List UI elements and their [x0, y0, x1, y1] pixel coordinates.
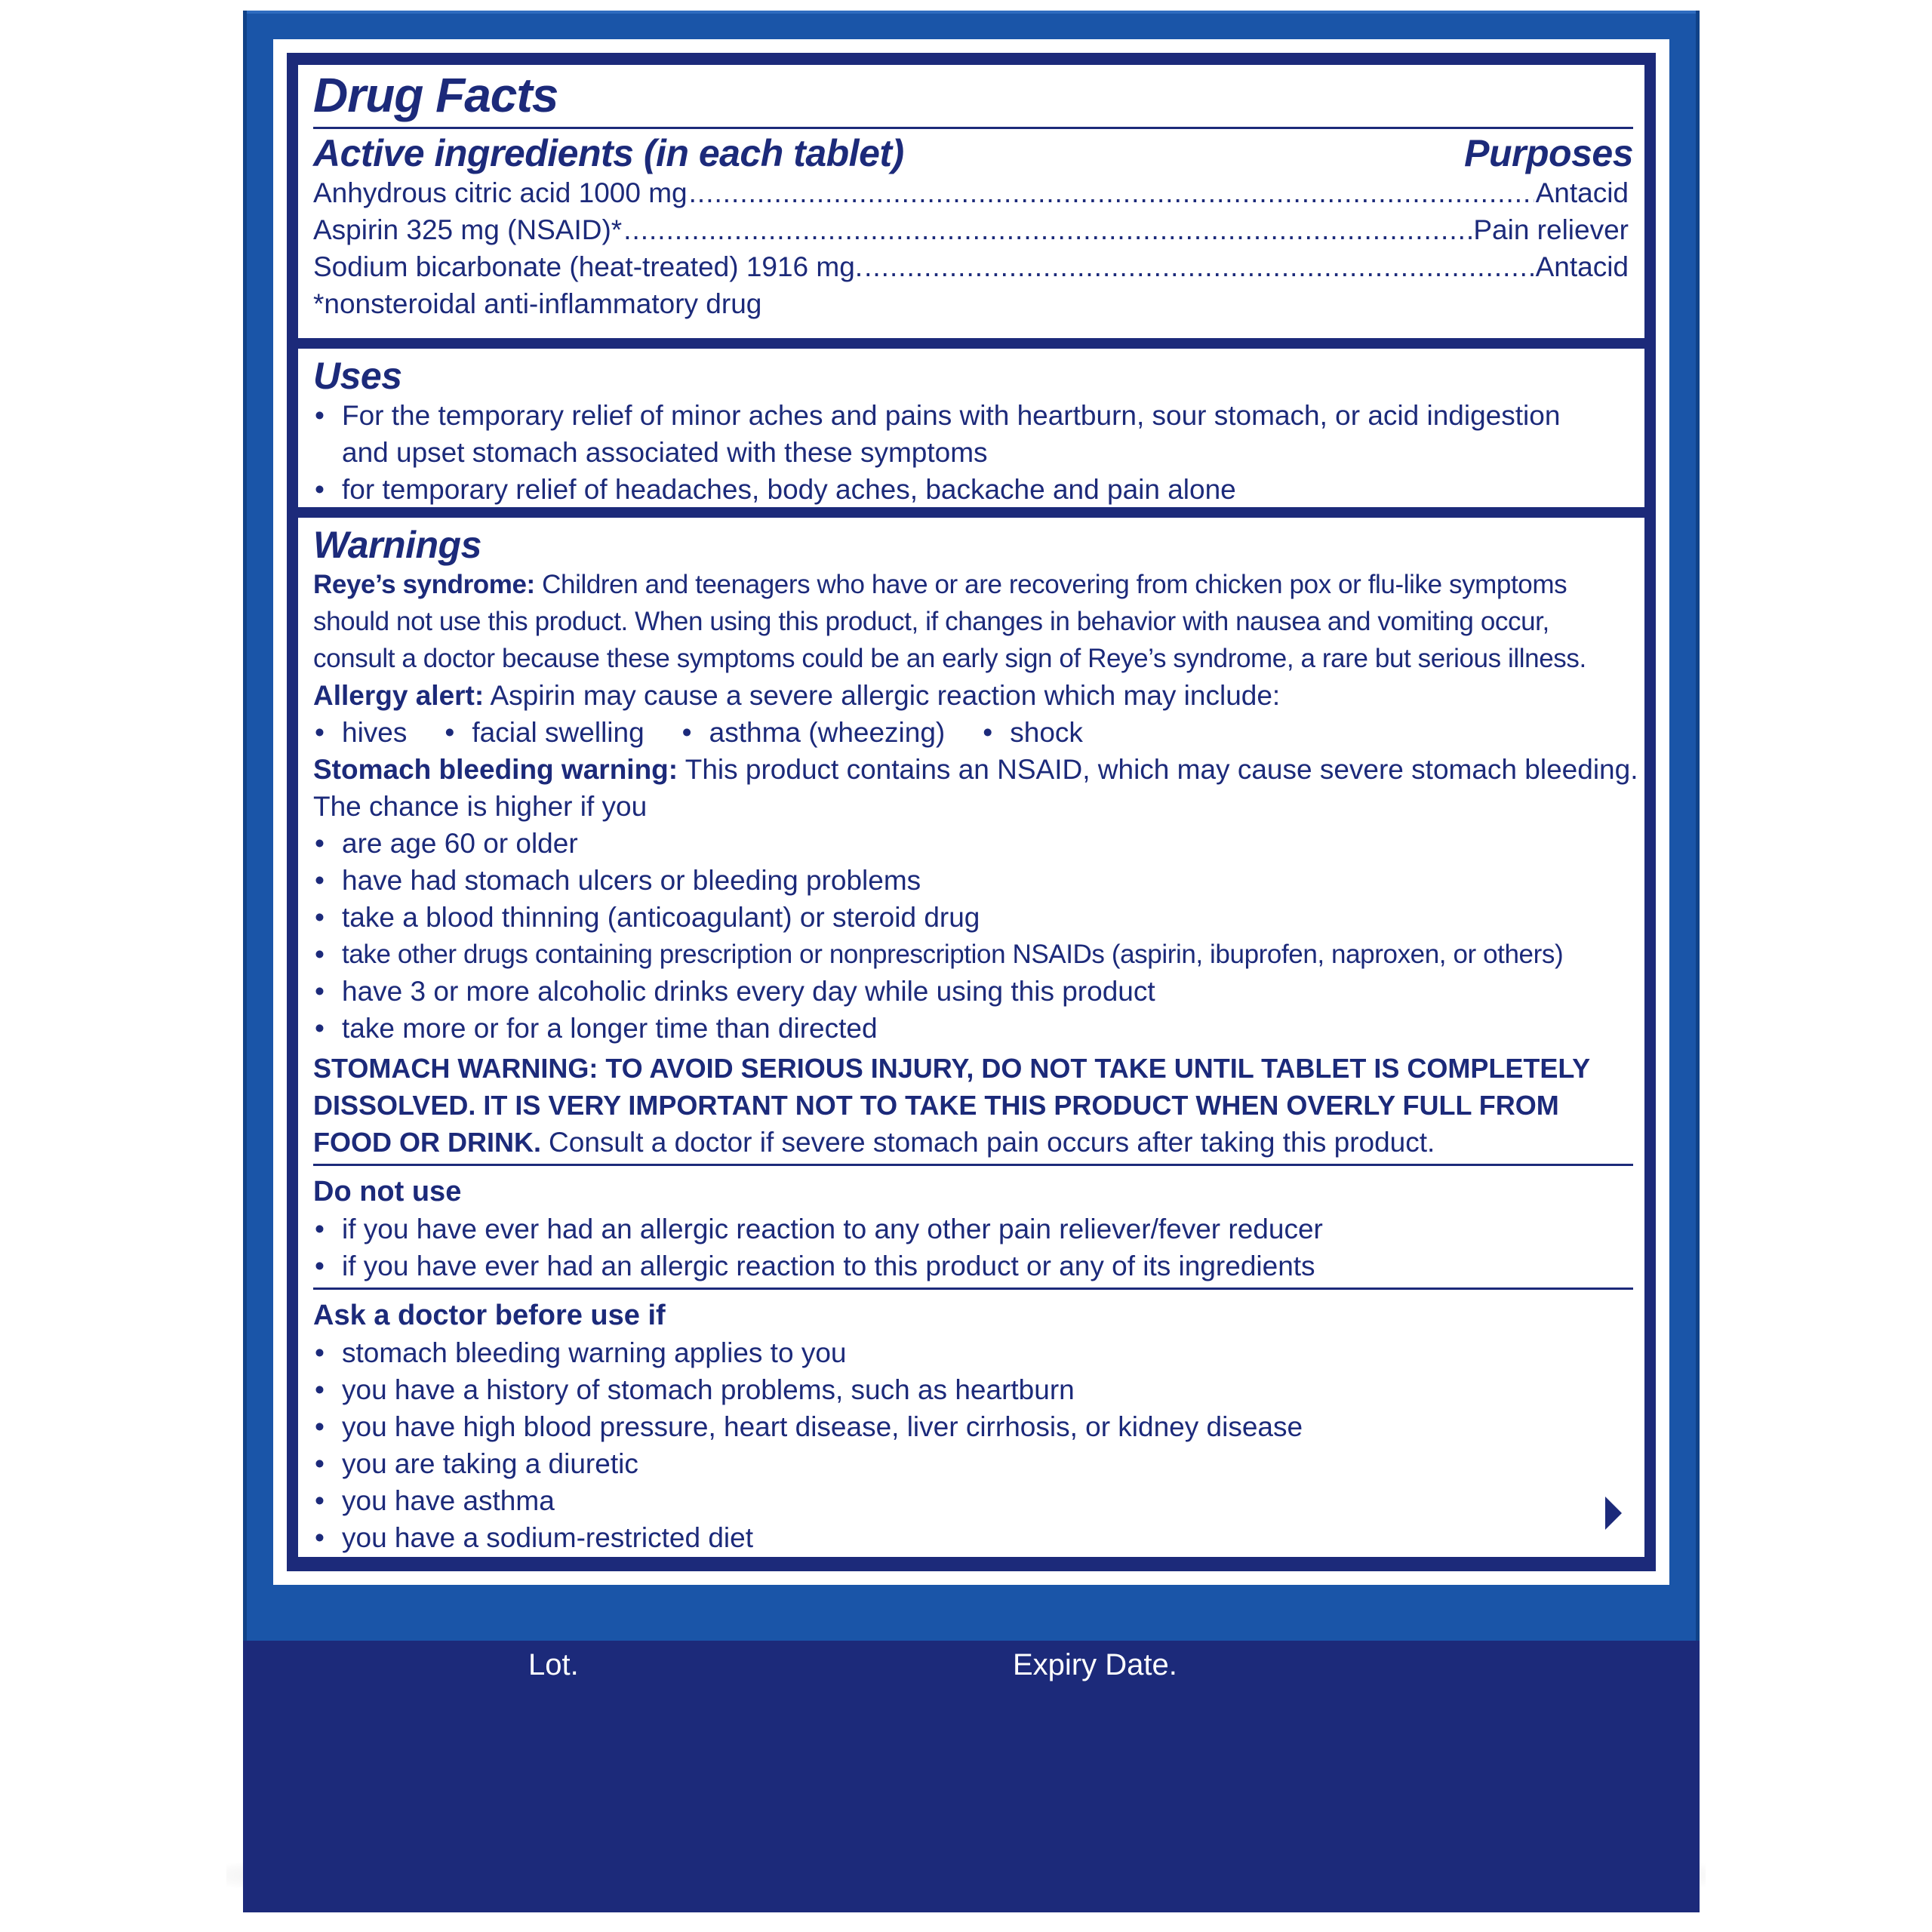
lot-label: Lot. [528, 1648, 579, 1681]
nsaid-footnote: *nonsteroidal anti-inflammatory drug [313, 288, 762, 319]
chance-item: • take other drugs containing prescription or nonprescription NSAIDs (aspirin, ibuprofen, naproxen, or others) [313, 936, 1633, 973]
ask-doctor-item: • you have high blood pressure, heart disease, liver cirrhosis, or kidney disease [313, 1408, 1633, 1445]
dot-leader [864, 248, 1534, 285]
drug-facts-title: Drug Facts [313, 68, 558, 122]
active-ingredients-heading: Active ingredients (in each tablet) [313, 132, 904, 174]
do-not-use-rule [313, 1164, 1633, 1166]
uses-item: • For the temporary relief of minor aches and pains with heartburn, sour stomach, or acid indigestion and upset stomach associated with these symptoms [313, 397, 1633, 471]
allergy-text: Aspirin may cause a severe allergic reaction which may include: [490, 680, 1281, 711]
ask-doctor-item: • you have a sodium-restricted diet [313, 1519, 1633, 1556]
allergy-alert [313, 677, 1633, 714]
active-ingredients-section [298, 65, 1644, 338]
ingredient-name: Aspirin 325 mg (NSAID)* [313, 214, 623, 245]
allergy-item: • facial swelling [443, 714, 644, 751]
uses-heading: Uses [313, 355, 402, 397]
dot-leader [623, 211, 1472, 248]
continue-arrow-icon [1605, 1497, 1622, 1530]
caps-warning-text: STOMACH WARNING: TO AVOID SERIOUS INJURY, DO NOT TAKE UNTIL TABLET IS COMPLETELY DISSOLVED. IT IS VERY IMPORTANT NOT TO TAKE THIS PRODUCT WHEN OVERLY FULL FROM FOOD OR DRINK. [313, 1053, 1590, 1158]
ask-doctor-item: • you are taking a diuretic [313, 1445, 1633, 1482]
warnings-section [298, 518, 1644, 1557]
caps-warning-followup: Consult a doctor if severe stomach pain occurs after taking this product. [549, 1127, 1435, 1158]
ask-doctor-item: • stomach bleeding warning applies to you [313, 1334, 1633, 1371]
reyes-label: Reye’s syndrome: [313, 570, 535, 599]
package-top-edge [243, 11, 1700, 14]
stomach-caps-warning [313, 1050, 1633, 1161]
chance-item: • are age 60 or older [313, 825, 1633, 862]
allergy-reactions-list [313, 714, 1633, 751]
ingredient-row [313, 248, 1633, 285]
reyes-text: Children and teenagers who have or are recovering from chicken pox or flu-like symptoms should not use this product. When using this product, if changes in behavior with nausea and vomiting occur, consult a doctor because these symptoms could be an early sign of Reye’s syndrome, a rare but serious illness. [313, 570, 1586, 673]
reyes-syndrome-warning [313, 566, 1633, 677]
ingredient-purpose: Antacid [1535, 251, 1629, 282]
ask-doctor-item: • you have a history of stomach problems, such as heartburn [313, 1371, 1633, 1408]
chance-item: • take more or for a longer time than directed [313, 1010, 1633, 1047]
chance-item: • take a blood thinning (anticoagulant) or steroid drug [313, 899, 1633, 936]
stomach-bleeding-label: Stomach bleeding warning: [313, 754, 678, 785]
uses-section [298, 349, 1644, 507]
ask-doctor-heading: Ask a doctor before use if [313, 1300, 666, 1331]
stomach-bleeding-text: This product contains an NSAID, which may cause severe stomach bleeding. [685, 754, 1638, 785]
active-ingredients-header [313, 132, 1633, 174]
uses-item: • for temporary relief of headaches, body aches, backache and pain alone [313, 471, 1633, 508]
package-right-edge [1696, 11, 1700, 1912]
ingredient-row [313, 211, 1633, 248]
ingredient-name: Sodium bicarbonate (heat-treated) 1916 mg. [313, 251, 863, 282]
dot-leader [689, 174, 1534, 211]
ingredient-name: Anhydrous citric acid 1000 mg [313, 177, 688, 208]
allergy-item: • asthma (wheezing) [681, 714, 946, 751]
chance-higher-text: The chance is higher if you [313, 791, 648, 822]
warnings-heading: Warnings [313, 524, 481, 566]
do-not-use-item: • if you have ever had an allergic reaction to this product or any of its ingredients [313, 1247, 1633, 1284]
ingredient-purpose: Pain reliever [1473, 214, 1629, 245]
package-left-edge [243, 11, 247, 1912]
expiry-date-label: Expiry Date. [1013, 1648, 1177, 1681]
chance-item: • have 3 or more alcoholic drinks every day while using this product [313, 973, 1633, 1010]
ask-doctor-item: • you have asthma [313, 1482, 1633, 1519]
allergy-item: • hives [313, 714, 407, 751]
purposes-heading: Purposes [1464, 132, 1633, 174]
stomach-bleeding-warning [313, 751, 1638, 788]
allergy-label: Allergy alert: [313, 680, 485, 711]
ingredient-row [313, 174, 1633, 211]
ingredient-purpose: Antacid [1535, 177, 1629, 208]
do-not-use-item: • if you have ever had an allergic reaction to any other pain reliever/fever reducer [313, 1211, 1633, 1247]
lot-expiry-band [243, 1641, 1700, 1912]
do-not-use-heading: Do not use [313, 1176, 462, 1208]
drug-facts-frame [287, 53, 1656, 1571]
package-box [243, 11, 1700, 1912]
allergy-item: • shock [981, 714, 1083, 751]
ask-doctor-rule [313, 1287, 1633, 1290]
chance-item: • have had stomach ulcers or bleeding problems [313, 862, 1633, 899]
title-rule [313, 127, 1633, 129]
drug-facts-panel [273, 39, 1669, 1585]
